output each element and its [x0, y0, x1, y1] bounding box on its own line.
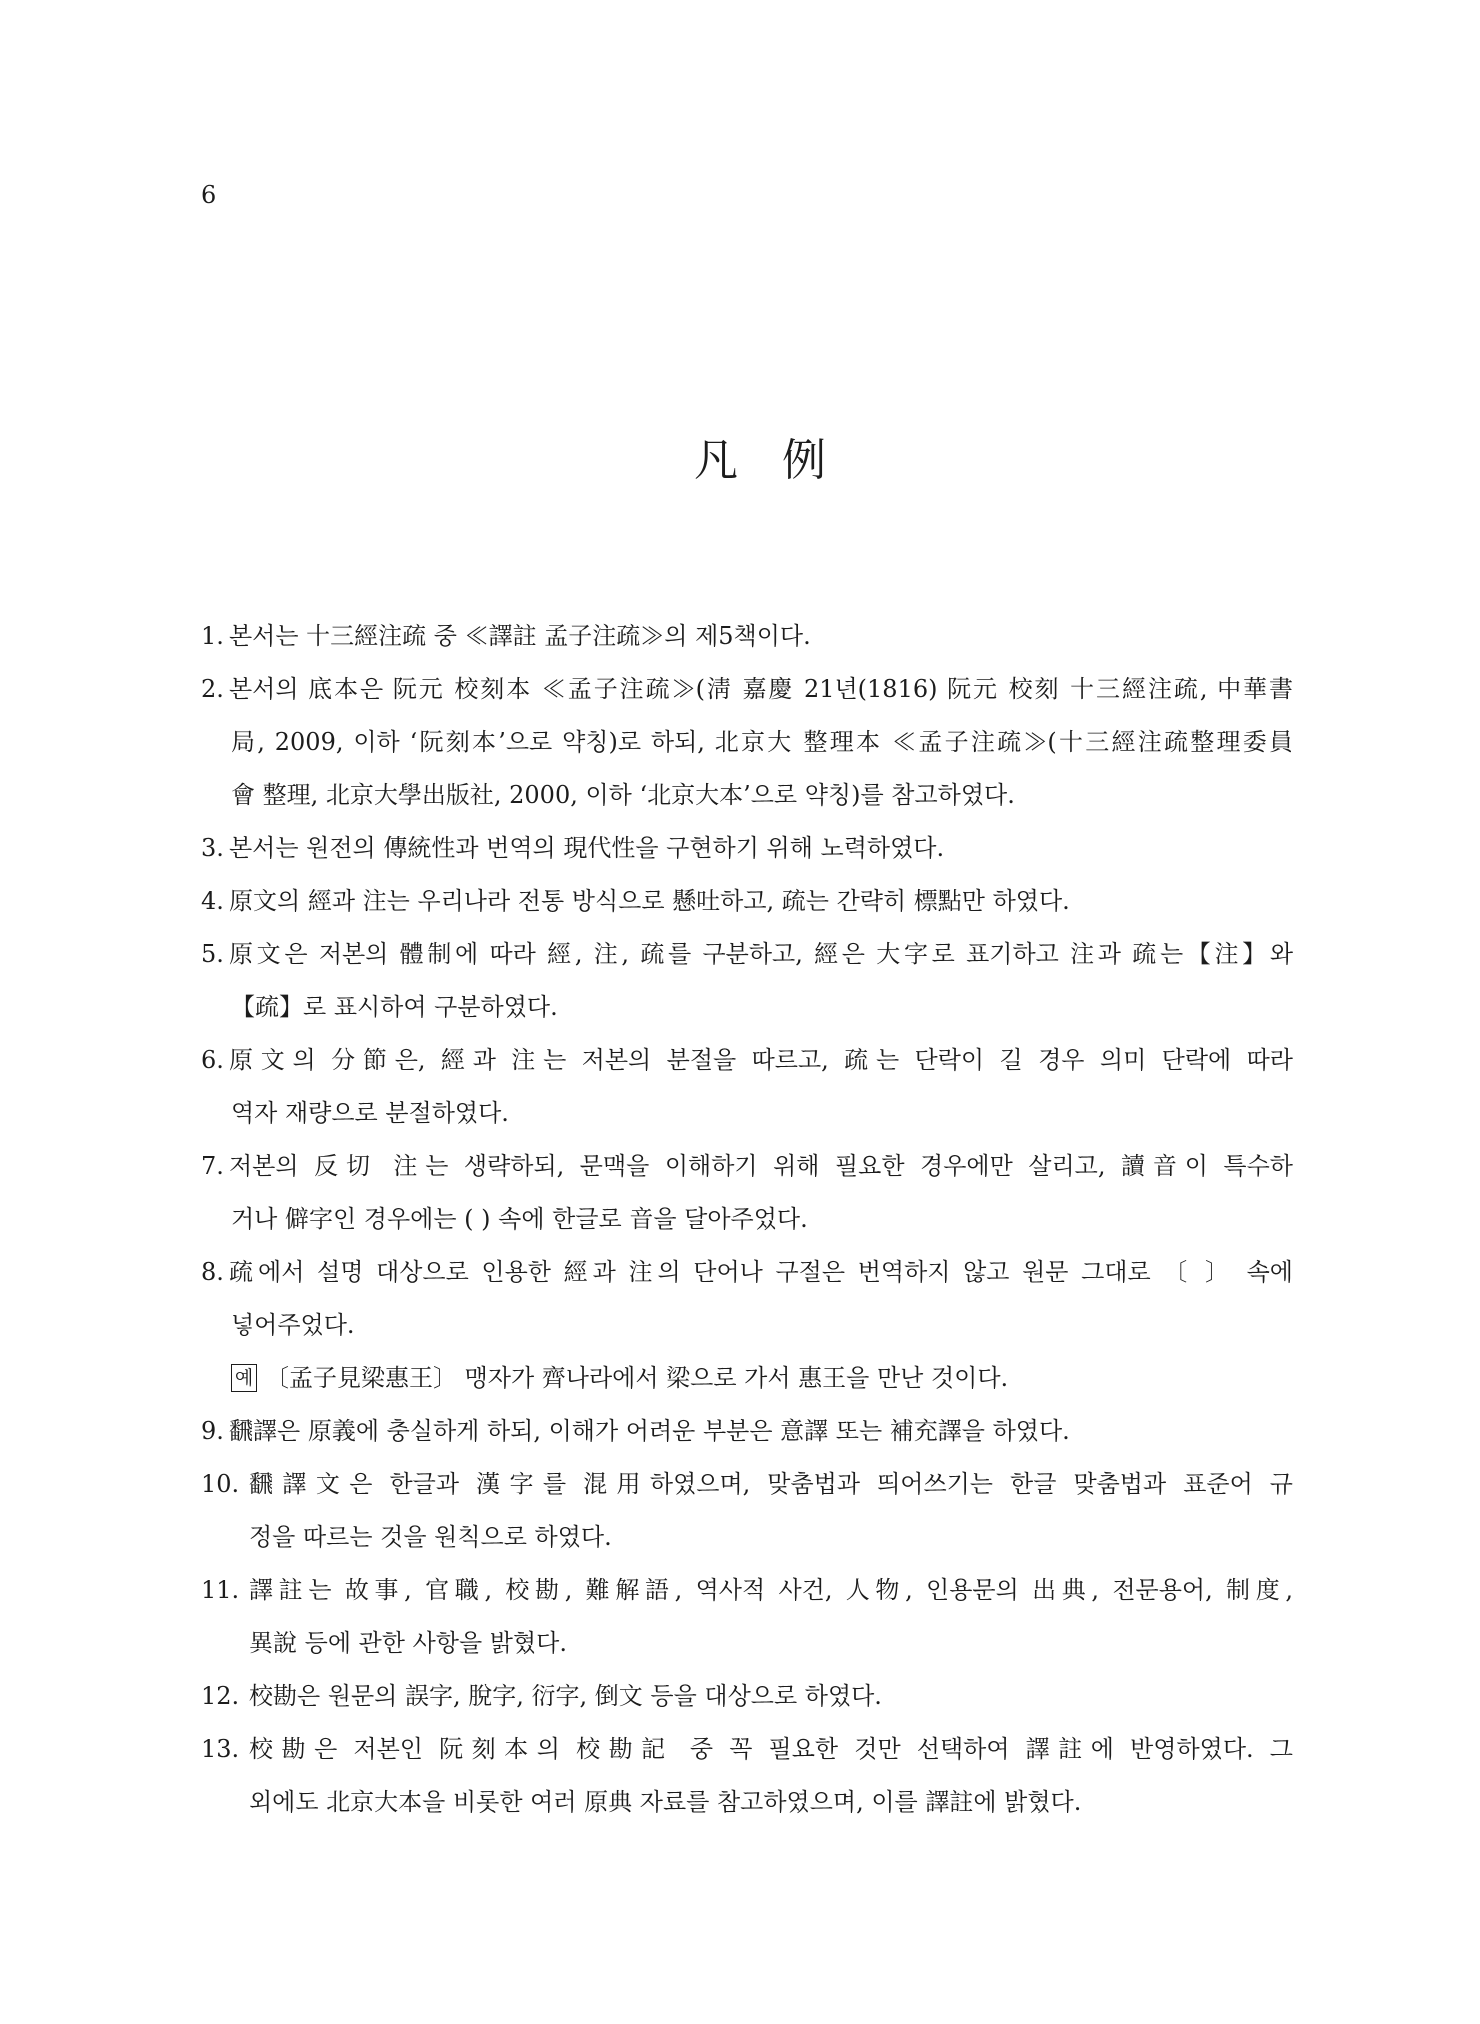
list-item	[201, 610, 1293, 663]
list-item	[201, 663, 1293, 822]
item-number: 4.	[201, 887, 224, 915]
list-item	[201, 1140, 1293, 1246]
item-number: 6.	[201, 1046, 224, 1074]
item-line	[201, 928, 1293, 981]
item-text: 정을 따르는 것을 원칙으로 하였다.	[249, 1523, 612, 1551]
page-number: 6	[201, 181, 217, 209]
item-text: 역자 재량으로 분절하였다.	[231, 1099, 509, 1127]
item-line	[201, 1458, 1293, 1511]
item-line	[201, 1564, 1293, 1617]
item-text: 넣어주었다.	[231, 1311, 355, 1339]
item-text: 校勘은 저본인 阮刻本의 校勘記 중 꼭 필요한 것만 선택하여 譯註에 반영하였다. 그	[249, 1735, 1293, 1763]
item-line	[201, 1511, 1293, 1564]
example-line	[201, 1352, 1293, 1405]
item-line	[201, 1299, 1293, 1352]
item-line	[201, 822, 1293, 875]
item-text: 거나 僻字인 경우에는 ( ) 속에 한글로 音을 달아주었다.	[231, 1205, 808, 1233]
item-number: 5.	[201, 940, 224, 968]
item-line	[201, 716, 1293, 769]
item-line	[201, 1405, 1293, 1458]
list-item	[201, 928, 1293, 1034]
list-item	[201, 1564, 1293, 1670]
list-item	[201, 1246, 1293, 1405]
item-text: 校勘은 원문의 誤字, 脫字, 衍字, 倒文 등을 대상으로 하였다.	[249, 1682, 882, 1710]
example	[231, 1352, 1293, 1405]
item-number: 3.	[201, 834, 224, 862]
item-number: 13.	[201, 1735, 240, 1763]
example-text: 〔孟子見梁惠王〕 맹자가 齊나라에서 梁으로 가서 惠王을 만난 것이다.	[265, 1364, 1009, 1392]
item-text: 原文은 저본의 體制에 따라 經, 注, 疏를 구분하고, 經은 大字로 표기하고 注과 疏는【注】와	[229, 940, 1293, 968]
page-title: 凡 例	[694, 435, 826, 486]
item-text: 原文의 分節은, 經과 注는 저본의 분절을 따르고, 疏는 단락이 길 경우 의미 단락에 따라	[229, 1046, 1293, 1074]
list-item	[201, 822, 1293, 875]
item-text: 譯註는 故事, 官職, 校勘, 難解語, 역사적 사건, 人物, 인용문의 出典, 전문용어, 制度,	[249, 1576, 1293, 1604]
list-item	[201, 1405, 1293, 1458]
item-number: 10.	[201, 1470, 240, 1498]
item-number: 7.	[201, 1152, 224, 1180]
item-text: 疏에서 설명 대상으로 인용한 經과 注의 단어나 구절은 번역하지 않고 원문 그대로 〔 〕 속에	[229, 1258, 1293, 1286]
item-text: 본서는 원전의 傳統性과 번역의 現代性을 구현하기 위해 노력하였다.	[229, 834, 945, 862]
item-text: 본서는 十三經注疏 중 ≪譯註 孟子注疏≫의 제5책이다.	[229, 622, 811, 650]
list-item	[201, 1723, 1293, 1829]
item-line	[201, 981, 1293, 1034]
item-line	[201, 1776, 1293, 1829]
item-text: 본서의 底本은 阮元 校刻本 ≪孟子注疏≫(淸 嘉慶 21년(1816) 阮元 校刻 十三經注疏, 中華書	[229, 675, 1293, 703]
item-line	[201, 1246, 1293, 1299]
item-text: 飜譯文은 한글과 漢字를 混用하였으며, 맞춤법과 띄어쓰기는 한글 맞춤법과 표준어 규	[249, 1470, 1293, 1498]
item-text: 飜譯은 原義에 충실하게 하되, 이해가 어려운 부분은 意譯 또는 補充譯을 하였다.	[229, 1417, 1070, 1445]
list-item	[201, 1670, 1293, 1723]
item-text: 會 整理, 北京大學出版社, 2000, 이하 ‘北京大本’으로 약칭)를 참고하였다.	[231, 781, 1015, 809]
item-number: 12.	[201, 1682, 240, 1710]
item-text: 【疏】로 표시하여 구분하였다.	[231, 993, 558, 1021]
item-line	[201, 1723, 1293, 1776]
item-line	[201, 1034, 1293, 1087]
item-line	[201, 1193, 1293, 1246]
item-line	[201, 1670, 1293, 1723]
item-line	[201, 769, 1293, 822]
item-number: 2.	[201, 675, 224, 703]
item-line	[201, 663, 1293, 716]
list-item	[201, 1458, 1293, 1564]
item-line	[201, 1617, 1293, 1670]
item-number: 9.	[201, 1417, 224, 1445]
guidelines-list	[201, 610, 1293, 1829]
item-text: 局, 2009, 이하 ‘阮刻本’으로 약칭)로 하되, 北京大 整理本 ≪孟子注疏≫(十三經注疏整理委員	[231, 728, 1293, 756]
list-item	[201, 875, 1293, 928]
item-text: 異說 등에 관한 사항을 밝혔다.	[249, 1629, 567, 1657]
example-mark: 예	[231, 1364, 257, 1392]
item-number: 8.	[201, 1258, 224, 1286]
item-number: 1.	[201, 622, 224, 650]
item-line	[201, 875, 1293, 928]
item-number: 11.	[201, 1576, 240, 1604]
item-text: 原文의 經과 注는 우리나라 전통 방식으로 懸吐하고, 疏는 간략히 標點만 하였다.	[229, 887, 1070, 915]
list-item	[201, 1034, 1293, 1140]
item-line	[201, 1087, 1293, 1140]
item-text: 외에도 北京大本을 비롯한 여러 原典 자료를 참고하였으며, 이를 譯註에 밝혔다.	[249, 1788, 1082, 1816]
item-line	[201, 610, 1293, 663]
item-text: 저본의 反切 注는 생략하되, 문맥을 이해하기 위해 필요한 경우에만 살리고, 讀音이 특수하	[229, 1152, 1293, 1180]
item-line	[201, 1140, 1293, 1193]
